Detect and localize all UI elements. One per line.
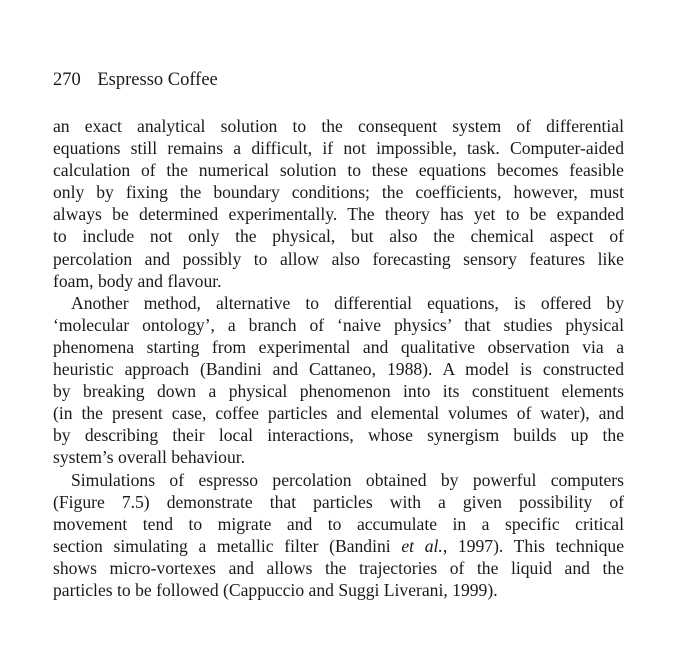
text-line: movement tend to migrate and to accumulate in a specific critical [53, 513, 624, 534]
text-line: (Figure 7.5) demonstrate that particles with a given possibility of [53, 491, 624, 512]
text-segment: , 1997). This technique [442, 535, 625, 556]
text-line: to include not only the physical, but also the chemical aspect of [53, 226, 624, 247]
text-line: percolation and possibly to allow also forecasting sensory features like [53, 248, 624, 269]
text-line: equations still remains a difficult, if not impossible, task. Computer-aided [53, 138, 624, 159]
text-line: heuristic approach (Bandini and Cattaneo, 1988). A model is constructed [53, 359, 624, 380]
text-line: phenomena starting from experimental and qualitative observation via a [53, 336, 624, 357]
text-line-with-citation [53, 535, 624, 557]
text-line: foam, body and flavour. [53, 270, 222, 291]
running-title: Espresso Coffee [97, 70, 218, 90]
text-line: by describing their local interactions, whose synergism builds up the [53, 425, 624, 446]
italic-et-al: et al. [401, 535, 443, 556]
text-line: always be determined experimentally. The theory has yet to be expanded [53, 204, 624, 225]
text-line: an exact analytical solution to the consequent system of differential [53, 116, 624, 136]
page-number: 270 [53, 70, 81, 90]
paragraph-3 [53, 469, 624, 602]
text-line: calculation of the numerical solution to these equations becomes feasible [53, 160, 624, 181]
text-line: shows micro-vortexes and allows the trajectories of the liquid and the [53, 557, 624, 578]
text-line: system’s overall behaviour. [53, 447, 246, 468]
running-head [53, 68, 218, 92]
text-line: Simulations of espresso percolation obtained by powerful computers [71, 469, 624, 490]
paragraph-2 [53, 292, 624, 469]
text-line: ‘molecular ontology’, a branch of ‘naive physics’ that studies physical [53, 314, 624, 335]
text-segment: section simulating a metallic filter (Bandini [53, 535, 402, 556]
paragraph-1 [53, 115, 624, 292]
text-line: by breaking down a physical phenomenon into its constituent elements [53, 381, 624, 402]
body-text [53, 115, 624, 601]
text-line: Another method, alternative to differential equations, is offered by [71, 292, 624, 313]
text-line: (in the present case, coffee particles and elemental volumes of water), and [53, 403, 624, 424]
text-line: particles to be followed (Cappuccio and Suggi Liverani, 1999). [53, 579, 498, 600]
text-line: only by fixing the boundary conditions; the coefficients, however, must [53, 182, 624, 203]
